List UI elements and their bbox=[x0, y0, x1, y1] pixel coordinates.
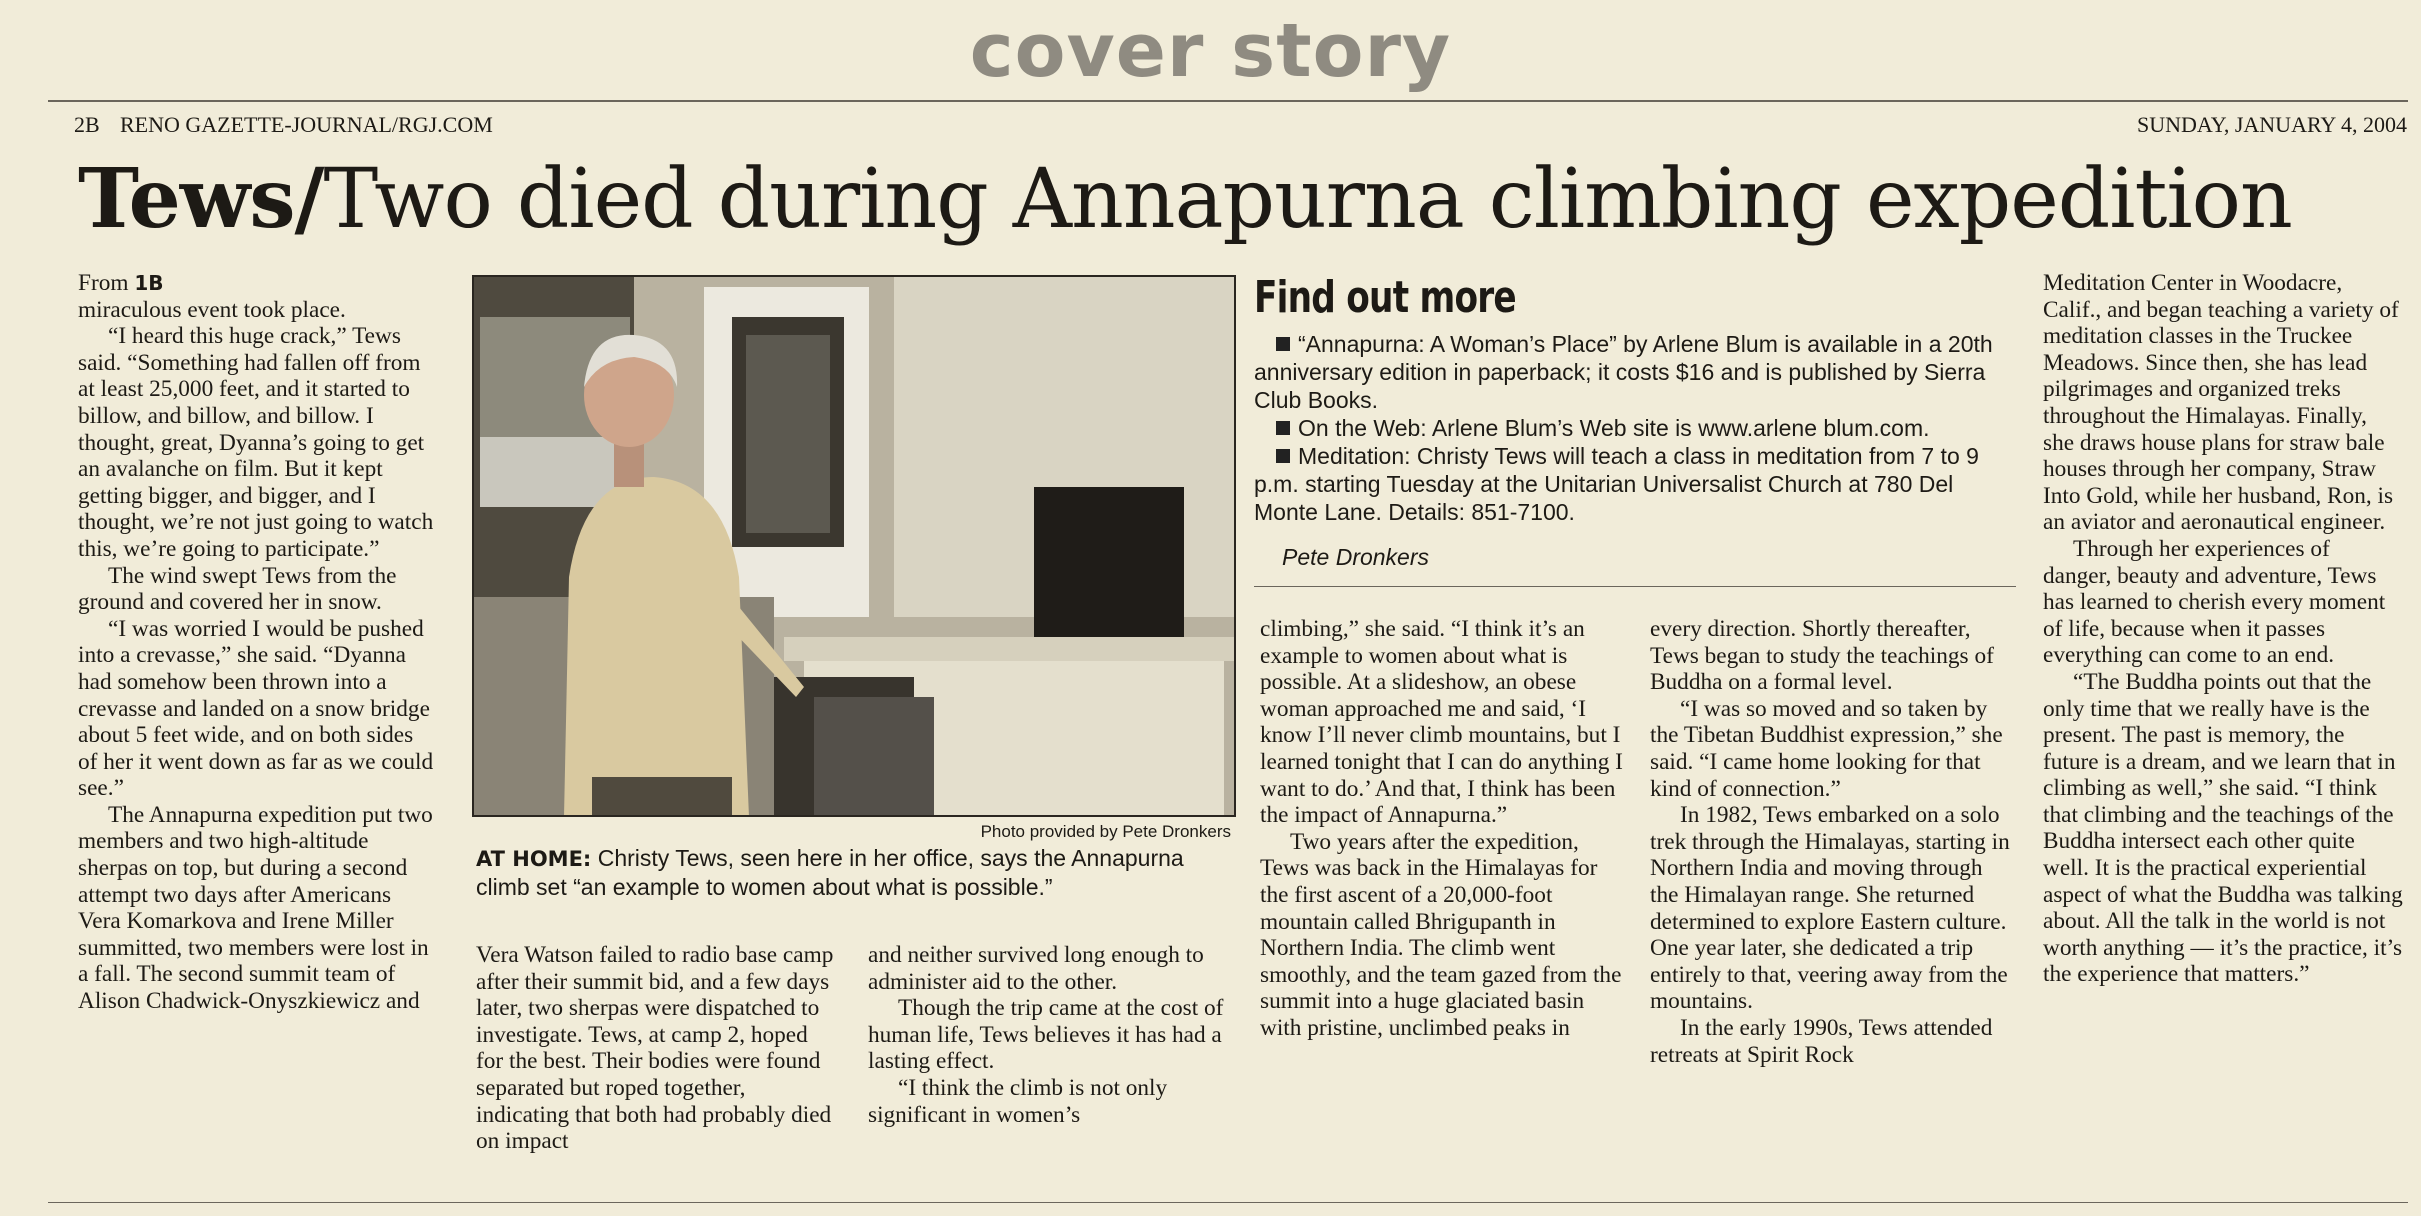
section-kicker: cover story bbox=[969, 8, 1452, 94]
jump-from: From bbox=[78, 270, 129, 296]
article-column-6 bbox=[2043, 270, 2403, 988]
article-column-4 bbox=[1260, 616, 1625, 1042]
article-column-2 bbox=[476, 942, 836, 1155]
sidebar-item bbox=[1254, 414, 2014, 442]
bullet-square-icon bbox=[1276, 337, 1290, 351]
paragraph: climbing,” she said. “I think it’s an example to women about what is possible. At a slideshow, an obese woman approached me and said, ‘I know I’ll never climb mountains, but I learned tonight that I can do anything I want to do.’ And that, I think has been the impact of Annapurna.” bbox=[1260, 616, 1623, 829]
bullet-square-icon bbox=[1276, 421, 1290, 435]
photo-caption bbox=[476, 844, 1236, 901]
paragraph: The wind swept Tews from the ground and covered her in snow. bbox=[78, 562, 397, 616]
paragraph: The Annapurna expedition put two members and two high-altitude sherpas on top, but during a second attempt two days after Americans Vera Komarkova and Irene Miller summitted, two members were lost in a fall. The second summit team of Alison Chadwick-Onyszkiewicz and bbox=[78, 801, 433, 1015]
article-column-5 bbox=[1650, 616, 2015, 1068]
folio-date: SUNDAY, JANUARY 4, 2004 bbox=[2137, 112, 2407, 137]
paragraph: Through her experiences of danger, beauty and adventure, Tews has learned to cherish every moment of life, because when it passes everything can come to an end. bbox=[2043, 535, 2386, 669]
headline-slug: Tews/ bbox=[78, 151, 324, 247]
bottom-rule bbox=[48, 1202, 2408, 1203]
headline-text: Two died during Annapurna climbing expedition bbox=[323, 152, 2292, 247]
paragraph: Vera Watson failed to radio base camp after their summit bid, and a few days later, two sherpas were dispatched to investigate. Tews, at camp 2, hoped for the best. Their bodies were found separated but roped together, indicating that both had probably died on impact bbox=[476, 942, 834, 1155]
top-rule bbox=[48, 100, 2408, 102]
sidebar-item-text: On the Web: Arlene Blum’s Web site is www.arlene blum.com. bbox=[1298, 415, 1930, 441]
sidebar-item-text: “Annapurna: A Woman’s Place” by Arlene Blum is available in a 20th anniversary edition in paperback; it costs $16 and is published by Sierra Club Books. bbox=[1254, 331, 1993, 413]
jump-page: 1B bbox=[134, 271, 164, 295]
photo-credit: Photo provided by Pete Dronkers bbox=[980, 822, 1231, 841]
photo-illustration bbox=[474, 277, 1234, 815]
sidebar-item-text: Meditation: Christy Tews will teach a class in meditation from 7 to 9 p.m. starting Tuesday at the Unitarian Universalist Church at 780 Del Monte Lane. Details: 851-7100. bbox=[1254, 443, 1979, 525]
bullet-square-icon bbox=[1276, 449, 1290, 463]
office-photo bbox=[472, 275, 1236, 817]
headline bbox=[78, 151, 2292, 247]
paragraph: every direction. Shortly thereafter, Tews began to study the teachings of Buddha on a formal level. bbox=[1650, 616, 1994, 696]
folio-page: 2B bbox=[74, 112, 100, 137]
paragraph: In 1982, Tews embarked on a solo trek through the Himalayas, starting in Northern India and moving through the Himalayan range. She returned determined to explore Eastern culture. One year later, she dedicated a trip entirely to that, veering away from the mountains. bbox=[1650, 802, 2010, 1015]
paragraph: and neither survived long enough to administer aid to the other. bbox=[868, 942, 1204, 995]
paragraph: Though the trip came at the cost of human life, Tews believes it has had a lasting effect. bbox=[868, 995, 1224, 1075]
caption-text: Christy Tews, seen here in her office, says the Annapurna climb set “an example to women about what is possible.” bbox=[476, 845, 1184, 900]
sidebar-body bbox=[1254, 330, 2014, 526]
sidebar-rule bbox=[1254, 586, 2016, 587]
jump-line bbox=[78, 270, 438, 297]
sidebar-signature: Pete Dronkers bbox=[1282, 544, 1430, 570]
paragraph: In the early 1990s, Tews attended retreats at Spirit Rock bbox=[1650, 1014, 1993, 1068]
paragraph: Two years after the expedition, Tews was back in the Himalayas for the first ascent of a 20,000-foot mountain called Bhrigupanth in Northern India. The climb went smoothly, and the team gazed from the summit into a huge glaciated basin with pristine, unclimbed peaks in bbox=[1260, 828, 1622, 1041]
paragraph: “I was worried I would be pushed into a crevasse,” she said. “Dyanna had somehow been thrown into a crevasse and landed on a snow bridge about 5 feet wide, and on both sides of her it went down as far as we could see.” bbox=[78, 615, 434, 802]
sidebar-item bbox=[1254, 442, 2014, 526]
caption-lead: AT HOME: bbox=[476, 847, 592, 871]
folio-paper: RENO GAZETTE-JOURNAL/RGJ.COM bbox=[120, 112, 493, 137]
sidebar-title: Find out more bbox=[1254, 272, 1516, 323]
paragraph: “I heard this huge crack,” Tews said. “Something had fallen off from at least 25,000 feet, and it started to billow, and billow, and billow. I thought, great, Dyanna’s going to get an avalanche on film. But it kept getting bigger, and bigger, and I thought, we’re not just going to watch this, we’re going to participate.” bbox=[78, 323, 434, 562]
article-column-3 bbox=[868, 942, 1233, 1128]
paragraph: “I think the climb is not only significant in women’s bbox=[868, 1074, 1168, 1128]
paragraph: Meditation Center in Woodacre, Calif., and began teaching a variety of meditation classes in the Truckee Meadows. Since then, she has lead pilgrimages and organized treks throughout the Himalayas. Finally, she draws house plans for straw bale houses through her company, Straw Into Gold, while her husband, Ron, is an aviator and aeronautical engineer. bbox=[2043, 270, 2399, 536]
paragraph: “The Buddha points out that the only time that we really have is the present. The past is memory, the future is a dream, and we learn that in climbing as well,” she said. “I think that climbing and the teachings of the Buddha intersect each other quite well. It is the practical experiential aspect of what the Buddha was talking about. All the talk in the world is not worth anything — it’s the practice, it’s the experience that matters.” bbox=[2043, 668, 2403, 988]
article-column-1 bbox=[78, 270, 438, 1015]
paragraph: miraculous event took place. bbox=[78, 296, 346, 323]
sidebar-item bbox=[1254, 330, 2014, 414]
paragraph: “I was so moved and so taken by the Tibetan Buddhist expression,” she said. “I came home looking for that kind of connection.” bbox=[1650, 695, 2003, 802]
